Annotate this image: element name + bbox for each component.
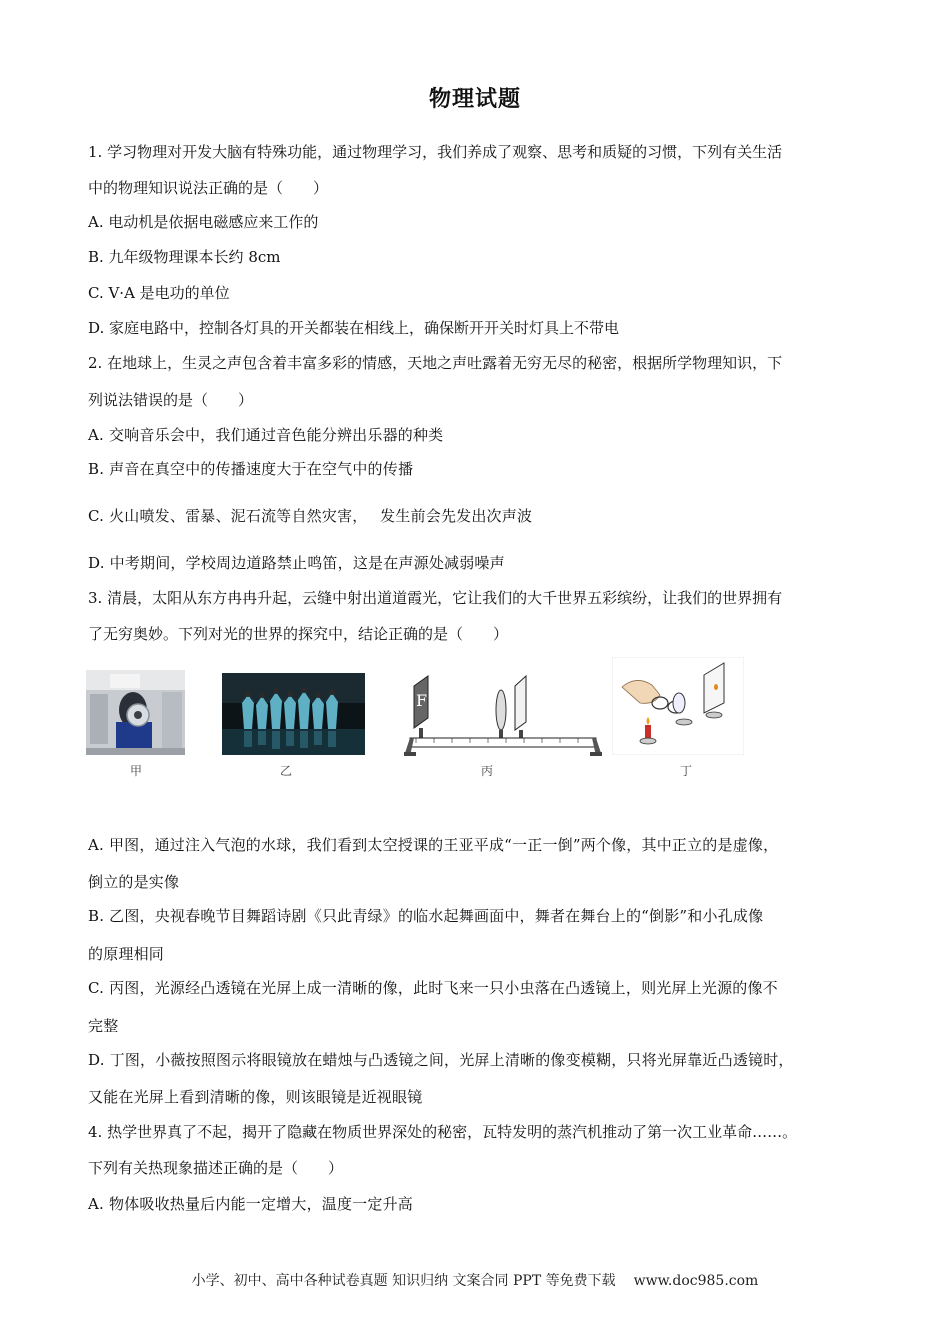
q1-option-d: D. 家庭电路中，控制各灯具的开关都装在相线上，确保断开开关时灯具上不带电 bbox=[88, 319, 620, 337]
q3-option-b-line1: B. 乙图，央视春晚节目舞蹈诗剧《只此青绿》的临水起舞画面中，舞者在舞台上的“倒影”和小孔成像 bbox=[88, 907, 764, 925]
q3-option-a-line2: 倒立的是实像 bbox=[88, 873, 180, 891]
q1-option-b: B. 九年级物理课本长约 8cm bbox=[88, 248, 281, 266]
figure-ding-caption: 丁 bbox=[679, 764, 692, 778]
footer-text: 小学、初中、高中各种试卷真题 知识归纳 文案合同 PPT 等免费下载 bbox=[191, 1273, 616, 1289]
q2-stem-line2: 列说法错误的是（ ） bbox=[88, 391, 254, 409]
q3-stem-line1: 3. 清晨，太阳从东方冉冉升起，云缝中射出道道霞光，它让我们的大千世界五彩缤纷，让我们的世界拥有 bbox=[88, 589, 783, 607]
q3-option-d-line2: 又能在光屏上看到清晰的像，则该眼镜是近视眼镜 bbox=[88, 1088, 423, 1106]
q3-option-c-line1: C. 丙图，光源经凸透镜在光屏上成一清晰的像，此时飞来一只小虫落在凸透镜上，则光屏上光源的像不 bbox=[88, 979, 778, 997]
figure-yi-photo bbox=[222, 673, 365, 755]
q3-option-a-line1: A. 甲图，通过注入气泡的水球，我们看到太空授课的王亚平成“一正一倒”两个像，其中正立的是虚像， bbox=[88, 836, 779, 854]
q3-option-c-line2: 完整 bbox=[88, 1017, 119, 1035]
q4-option-a: A. 物体吸收热量后内能一定增大，温度一定升高 bbox=[88, 1195, 413, 1213]
q1-stem-line2: 中的物理知识说法正确的是（ ） bbox=[88, 179, 329, 197]
q2-stem-line1: 2. 在地球上，生灵之声包含着丰富多彩的情感，天地之声吐露着无穷无尽的秘密，根据所学物理知识，下 bbox=[88, 354, 783, 372]
figure-yi-caption: 乙 bbox=[279, 764, 292, 778]
footer-url-link[interactable]: www.doc985.com bbox=[633, 1273, 759, 1289]
q1-option-c: C. V·A 是电功的单位 bbox=[88, 284, 230, 302]
q1-stem-line1: 1. 学习物理对开发大脑有特殊功能，通过物理学习，我们养成了观察、思考和质疑的习惯，下列有关生活 bbox=[88, 143, 783, 161]
figure-jia-caption: 甲 bbox=[129, 764, 142, 778]
figure-bing-f-label: F bbox=[416, 691, 428, 710]
q2-option-a: A. 交响音乐会中，我们通过音色能分辨出乐器的种类 bbox=[88, 426, 444, 444]
page-title: 物理试题 bbox=[428, 86, 521, 112]
q2-option-b: B. 声音在真空中的传播速度大于在空气中的传播 bbox=[88, 460, 414, 478]
q3-stem-line2: 了无穷奥妙。下列对光的世界的探究中，结论正确的是（ ） bbox=[88, 625, 509, 643]
figure-jia-photo bbox=[86, 670, 185, 755]
q2-option-c: C. 火山喷发、雷暴、泥石流等自然灾害， 发生前会先发出次声波 bbox=[88, 507, 533, 525]
q4-stem-line1: 4. 热学世界真了不起，揭开了隐藏在物质世界深处的秘密，瓦特发明的蒸汽机推动了第一次工业革命……。 bbox=[88, 1123, 798, 1141]
figure-bing-caption: 丙 bbox=[480, 764, 493, 778]
q3-option-d-line1: D. 丁图，小薇按照图示将眼镜放在蜡烛与凸透镜之间，光屏上清晰的像变模糊，只将光屏靠近凸透镜时， bbox=[88, 1051, 794, 1069]
q4-stem-line2: 下列有关热现象描述正确的是（ ） bbox=[88, 1159, 344, 1177]
figure-bing-diagram bbox=[402, 672, 604, 758]
q2-option-d: D. 中考期间，学校周边道路禁止鸣笛，这是在声源处减弱噪声 bbox=[88, 554, 505, 572]
q1-option-a: A. 电动机是依据电磁感应来工作的 bbox=[88, 213, 319, 231]
q3-option-b-line2: 的原理相同 bbox=[88, 945, 165, 963]
page-footer bbox=[0, 1270, 950, 1290]
figure-ding-diagram bbox=[612, 657, 744, 755]
